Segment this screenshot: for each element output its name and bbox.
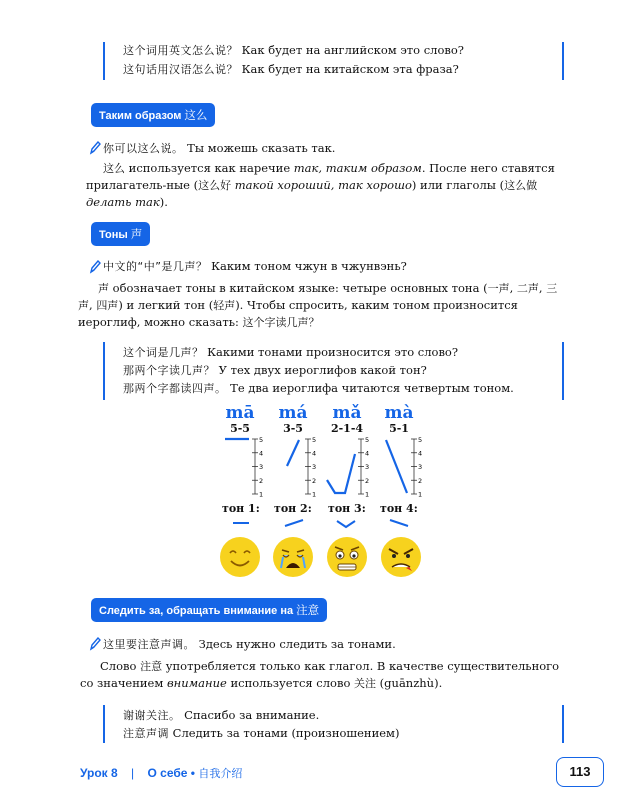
heading-text: Тоны (99, 229, 128, 241)
tone-contour: 5-5 (230, 422, 250, 435)
text-run: используется как наречие (125, 161, 294, 175)
example-cn: 注意声调 (123, 727, 169, 740)
scale-tick: 5 (365, 436, 370, 444)
text-run: , (89, 298, 97, 312)
example-cn: 这个词用英文怎么说？ (123, 44, 238, 57)
scale-tick: 1 (365, 490, 370, 499)
example-cn: 中文的“中”是几声？ (103, 260, 208, 273)
italic-gloss: внимание (166, 676, 227, 690)
explanation-paragraph (80, 658, 566, 692)
example-ru: Те два иероглифа читаются четвертым тоном. (230, 381, 514, 395)
chinese-term: 二声 (516, 282, 539, 295)
crying-face-icon (271, 535, 315, 579)
mini-tone3 (337, 521, 355, 527)
example-ru: Следить за тонами (произношением) (172, 726, 400, 740)
text-run: ) и легкий тон ( (118, 298, 214, 312)
text-run: , (509, 281, 517, 295)
section-heading-zhuyi (91, 598, 327, 622)
tone-syllable: mā (225, 403, 255, 423)
example-cn: 你可以这么说。 (103, 142, 184, 155)
example-ru: Спасибо за внимание. (184, 708, 320, 722)
tone4-contour (386, 440, 407, 493)
mini-tone4 (390, 520, 408, 526)
example-ru: У тех двух иероглифов какой тон? (218, 363, 427, 377)
scale-tick: 4 (312, 449, 317, 458)
tone-scale (358, 436, 369, 499)
text-run: (guānzhù). (376, 676, 443, 690)
example-cn: 谢谢关注。 (123, 709, 181, 722)
chinese-term: 这么好 (198, 179, 232, 192)
tone3-contour (327, 454, 355, 493)
explanation-paragraph (78, 280, 566, 331)
chinese-term: 注意 (140, 660, 163, 673)
tone2-contour (287, 440, 299, 466)
scale-tick: 3 (259, 463, 264, 471)
example-line (123, 725, 399, 742)
chinese-term: 关注 (354, 677, 377, 690)
example-block-bar-left (103, 705, 105, 743)
example-line (123, 707, 319, 724)
page-number (556, 757, 604, 787)
example-block-bar-right (562, 342, 564, 400)
tone-label: тон 3: (328, 502, 366, 515)
pencil-icon (89, 637, 101, 651)
chinese-term: 一声 (487, 282, 510, 295)
text-run: употребляется только как глагол. В качестве существительного со значением (80, 659, 560, 690)
scale-tick: 4 (365, 449, 370, 458)
mini-tone2 (285, 520, 303, 526)
page-number-text: 113 (569, 764, 591, 779)
heading-cn: 声 (130, 227, 143, 241)
angry-face-icon (379, 535, 423, 579)
example-line (123, 362, 427, 379)
scale-tick: 4 (259, 449, 264, 458)
text-run: ) или глаголы ( (411, 178, 505, 192)
tone-label: тон 1: (222, 502, 260, 515)
tone-syllable: mà (384, 403, 414, 423)
scale-tick: 5 (312, 436, 317, 444)
lesson-topic-cn: 自我介绍 (198, 767, 243, 780)
example-ru: Здесь нужно следить за тонами. (198, 637, 396, 651)
example-ru: Какими тонами произносится это слово? (207, 345, 459, 359)
scale-tick: 5 (418, 436, 423, 444)
chinese-term: 四声 (96, 299, 119, 312)
example-line (103, 258, 407, 275)
heading-text: Следить за, обращать внимание на (99, 605, 294, 617)
section-heading-tones (91, 222, 150, 246)
chinese-term: 这么做 (504, 179, 538, 192)
italic-gloss: делать так (86, 195, 160, 209)
tone-contour: 5-1 (389, 422, 409, 435)
section-heading-tak (91, 103, 215, 127)
heading-cn: 注意 (296, 603, 320, 617)
text-run: ). Чтобы спросить, каким тоном произносится иероглиф, можно сказать: (78, 298, 518, 329)
example-block-bar-right (562, 42, 564, 80)
example-block-bar-right (562, 705, 564, 743)
text-run: . После него ставятся прилагатель-ные ( (86, 161, 555, 192)
chinese-term: 这么 (103, 162, 125, 175)
chinese-term: 轻声 (213, 299, 236, 312)
example-block-bar-left (103, 42, 105, 80)
scale-tick: 1 (418, 490, 423, 499)
example-line (123, 61, 459, 78)
scale-tick: 4 (418, 449, 423, 458)
scale-tick: 2 (312, 477, 317, 485)
tone-syllable: mǎ (332, 403, 362, 423)
scale-tick: 3 (312, 463, 317, 471)
scale-tick: 3 (365, 463, 370, 471)
text-run: используется слово (226, 676, 355, 690)
example-line (103, 636, 396, 653)
chinese-term: 这个字读几声？ (242, 316, 320, 329)
footer-lesson (80, 765, 242, 781)
tone-scale (252, 436, 263, 499)
scale-tick: 2 (365, 477, 370, 485)
chinese-term: 三声 (78, 282, 558, 312)
tone-scale (411, 436, 422, 499)
example-cn: 这句话用汉语怎么说？ (123, 63, 238, 76)
scale-tick: 1 (259, 490, 264, 499)
example-line (123, 344, 458, 361)
example-cn: 这里要注意声调。 (103, 638, 195, 651)
example-line (103, 140, 335, 157)
example-cn: 那两个字读几声？ (123, 364, 215, 377)
tone-label: тон 2: (274, 502, 312, 515)
smiling-face-icon (218, 535, 262, 579)
tone-scale (305, 436, 316, 499)
worried-face-icon (325, 535, 369, 579)
scale-tick: 5 (259, 436, 264, 444)
text-run: обозначает тоны в китайском языке: четыре основных тона ( (109, 281, 488, 295)
tone-contour: 3-5 (283, 422, 303, 435)
example-ru: Как будет на английском это слово? (241, 43, 464, 57)
example-line (123, 380, 514, 397)
tone-contour-diagram (215, 432, 435, 502)
example-cn: 这个词是几声？ (123, 346, 204, 359)
pencil-icon (89, 260, 101, 274)
lesson-number: Урок 8 (80, 766, 118, 780)
example-ru: Как будет на китайском эта фраза? (241, 62, 459, 76)
explanation-paragraph (86, 160, 564, 211)
scale-tick: 2 (259, 477, 264, 485)
scale-tick: 3 (418, 463, 423, 471)
pencil-icon (89, 141, 101, 155)
example-line (123, 42, 464, 59)
chinese-term: 声 (98, 282, 109, 295)
tone-syllable: má (278, 403, 308, 423)
footer-separator: | (131, 766, 135, 780)
text-run: Слово (100, 659, 141, 673)
italic-gloss: такой хороший, так хорошо (234, 178, 412, 192)
text-run: ). (159, 195, 168, 209)
example-block-bar-left (103, 342, 105, 400)
scale-tick: 2 (418, 477, 423, 485)
tone-mini-marks (215, 515, 435, 531)
scale-tick: 1 (312, 490, 317, 499)
heading-text: Таким образом (99, 110, 182, 122)
tone-label: тон 4: (380, 502, 418, 515)
italic-gloss: так, таким образом (293, 161, 422, 175)
example-cn: 那两个字都读四声。 (123, 382, 227, 395)
lesson-topic: О себе • (147, 766, 195, 780)
heading-cn: 这么 (184, 108, 208, 122)
tone-contour: 2-1-4 (330, 422, 364, 435)
example-ru: Ты можешь сказать так. (187, 141, 336, 155)
text-run: , (538, 281, 547, 295)
example-ru: Каким тоном чжун в чжунвэнь? (211, 259, 407, 273)
